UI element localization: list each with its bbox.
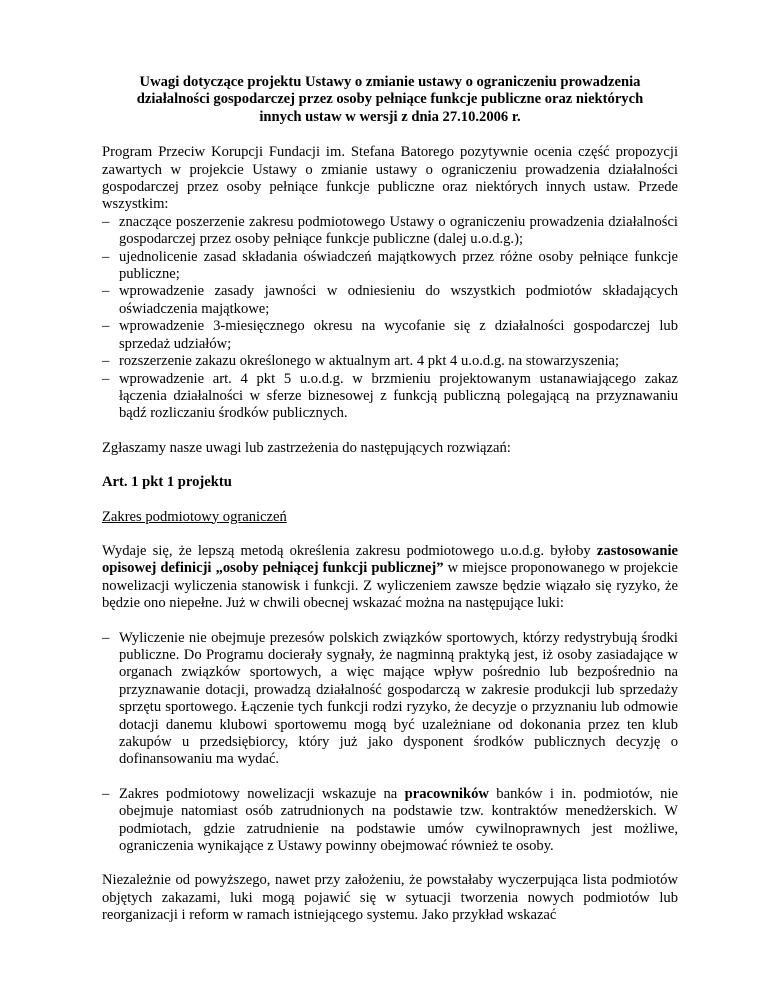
list-item: – wprowadzenie 3-miesięcznego okresu na wycofanie się z działalności gospodarczej lub sprzedaż udziałów;: [102, 318, 678, 353]
list-item: – ujednolicenie zasad składania oświadczeń majątkowych przez różne osoby pełniące funkcje publiczne;: [102, 249, 678, 284]
list-item: [102, 786, 678, 856]
emphasis-text: zastosowanie opisowej definicji „osoby pełniącej funkcji publicznej”: [102, 542, 678, 577]
closing-paragraph: Niezależnie od powyższego, nawet przy założeniu, że powstałaby wyczerpująca lista podmiotów objętych zakazami, luki mogą pojawić się w sytuacji tworzenia nowych podmiotów lub reorganizacji i reform w ramach istniejącego systemu. Jako przykład wskazać: [102, 872, 678, 924]
list-item: – wprowadzenie zasady jawności w odniesieniu do wszystkich podmiotów składających oświadczenia majątkowe;: [102, 283, 678, 318]
list-item: – wprowadzenie art. 4 pkt 5 u.o.d.g. w brzmieniu projektowanym ustanawiającego zakaz łączenia działalności w sferze biznesowej z funkcją publiczną polegającą na przyznawaniu bądź rozliczaniu środków publicznych.: [102, 371, 678, 423]
positives-list: [102, 214, 678, 423]
emphasis-text: pracowników: [404, 785, 489, 802]
section-heading: Art. 1 pkt 1 projektu: [102, 474, 232, 491]
subheading: Zakres podmiotowy ograniczeń: [102, 508, 287, 525]
reservations-paragraph: Zgłaszamy nasze uwagi lub zastrzeżenia do następujących rozwiązań:: [102, 439, 511, 456]
definition-paragraph: [102, 543, 678, 613]
list-item: – znaczące poszerzenie zakresu podmiotowego Ustawy o ograniczeniu prowadzenia działalności gospodarczej przez osoby pełniące funkcje publiczne (dalej u.o.d.g.);: [102, 214, 678, 249]
text-run: banków i in. podmiotów, nie obejmuje natomiast osób zatrudnionych na podstawie tzw. kontraktów menedżerskich. W podmiotach, gdzie zatrudnienie na podstawie umów cywilnoprawnych jest możliwe, ograniczenia wynikające z Ustawy powinny obejmować również te osoby.: [119, 785, 678, 855]
gaps-list: [102, 630, 678, 856]
text-run: Wydaje się, że lepszą metodą określenia zakresu podmiotowego u.o.d.g. byłoby: [102, 542, 597, 559]
text-run: Zakres podmiotowy nowelizacji wskazuje na: [119, 785, 405, 802]
list-item: – rozszerzenie zakazu określonego w aktualnym art. 4 pkt 4 u.o.d.g. na stowarzyszenia;: [102, 353, 678, 370]
list-item: – Wyliczenie nie obejmuje prezesów polskich związków sportowych, którzy redystrybują środki publiczne. Do Programu docierały sygnały, że nagminną praktyką jest, iż osoby zasiadające w organach związków sportowych, a więc mające wpływ pośrednio lub bezpośrednio na przyznawanie dotacji, prowadzą działalność gospodarczą w zakresie produkcji lub sprzedaży sprzętu sportowego. Łączenie tych funkcji rodzi ryzyko, że decyzje o przyznaniu lub odmowie dotacji danemu klubowi sportowemu mogą być uzależniane od dokonania przez ten klub zakupów u przedsiębiorcy, który już jako dysponent środków publicznych decyzję o dofinansowaniu ma wydać.: [102, 630, 678, 769]
document-title: Uwagi dotyczące projektu Ustawy o zmianie ustawy o ograniczeniu prowadzenia działalności gospodarczej przez osoby pełniące funkcje publiczne oraz niektórych innych ustaw w wersji z dnia 27.10.2006 r.: [136, 74, 644, 125]
intro-paragraph: Program Przeciw Korupcji Fundacji im. Stefana Batorego pozytywnie ocenia część propozycji zawartych w projekcie Ustawy o zmianie ustawy o ograniczeniu prowadzenia działalności gospodarczej przez osoby pełniące funkcje publiczne oraz niektórych innych ustaw. Przede wszystkim:: [102, 144, 678, 213]
text-run: w miejsce proponowanego w projekcie nowelizacji wyliczenia stanowisk i funkcji. Z wyliczeniem zawsze będzie wiązało się ryzyko, że będzie ono niepełne. Już w chwili obecnej wskazać można na następujące luki:: [102, 560, 678, 612]
